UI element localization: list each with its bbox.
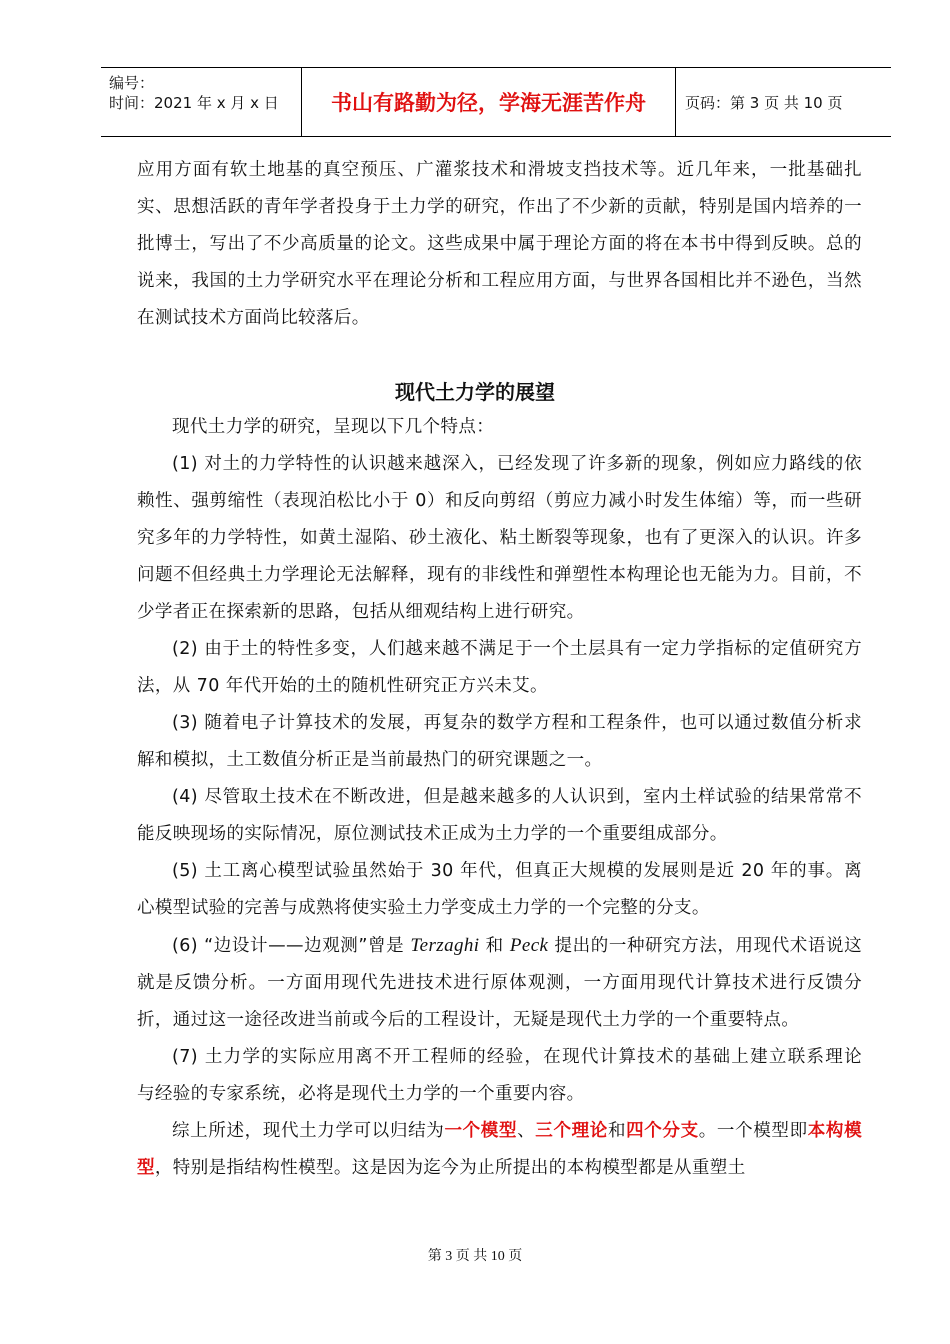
header-motto: 书山有路勤为径，学海无涯苦作舟 <box>302 68 676 136</box>
list-item-6: (6) “边设计——边观测”曾是 Terzaghi 和 Peck 提出的一种研究方法，用现代术语说这就是反馈分析。一方面用现代先进技术进行原体观测，一方面用现代计算技术进行反馈分折，通过这一途径改进当前或今后的工程设计，无疑是现代土力学的一个重要特点。 <box>137 935 863 1030</box>
header-meta <box>101 68 302 136</box>
list-item: (4) 尽管取土技术在不断改进，但是越来越多的人认识到，室内土样试验的结果常常不能反映现场的实际情况，原位测试技术正成为土力学的一个重要组成部分。 <box>137 787 862 844</box>
author-name: Peck <box>509 935 549 956</box>
list-item: (2) 由于土的特性多变，人们越来越不满足于一个土层具有一定力学指标的定值研究方法，从 70 年代开始的土的随机性研究正方兴未艾。 <box>137 639 862 696</box>
time-label: 时间：2021 年 x 月 x 日 <box>109 94 279 112</box>
page-footer: 第 3 页 共 10 页 <box>427 1249 523 1264</box>
lead-paragraph: 现代土力学的研究，呈现以下几个特点： <box>172 417 495 437</box>
summary-paragraph: 综上所述，现代土力学可以归结为一个模型、三个理论和四个分支。一个模型即本构模型，特别是指结构性模型。这是因为迄今为止所提出的本构模型都是从重塑土 <box>137 1121 862 1178</box>
author-name: Terzaghi <box>410 935 480 956</box>
intro-block <box>137 152 862 337</box>
list-item: (7) 土力学的实际应用离不开工程师的经验，在现代计算技术的基础上建立联系理论 与经验的专家系统，必将是现代土力学的一个重要内容。 <box>137 1047 880 1104</box>
list-item: (3) 随着电子计算技术的发展，再复杂的数学方程和工程条件，也可以通过数值分析求解和模拟，土工数值分析正是当前最热门的研究课题之一。 <box>137 713 862 770</box>
highlight-term: 三个理论 <box>535 1121 608 1141</box>
highlight-term: 一个模型 <box>444 1121 518 1141</box>
number-label: 编号： <box>109 74 155 92</box>
list-item: (1) 对土的力学特性的认识越来越深入，已经发现了许多新的现象，例如应力路线的依赖性、强剪缩性（表现泊松比小于 0）和反向剪绍（剪应力减小时发生体缩）等，而一些研究多年的力学特性，如黄土湿陷、砂土液化、粘土断裂等现象，也有了更深入的认识。许多问题不但经典土力学理论无法解释，现有的非线性和弹塑性本构理论也无能为力。目前，不少学者正在探索新的思路，包括从细观结构上进行研究。 <box>137 454 862 622</box>
list-item: (5) 土工离心模型试验虽然始于 30 年代，但真正大规模的发展则是近 20 年的事。离心模型试验的完善与成熟将使实验土力学变成土力学的一个完整的分支。 <box>137 861 862 918</box>
highlight-term: 本构模型 <box>137 1121 862 1178</box>
section-title: 现代土力学的展望 <box>395 380 555 404</box>
header-table <box>101 67 891 137</box>
main-content <box>137 409 880 1187</box>
header-page-label: 页码：第 3 页 共 10 页 <box>685 93 843 112</box>
intro-paragraph: 应用方面有软土地基的真空预压、广灌浆技术和滑坡支挡技术等。近几年来，一批基础扎实、思想活跃的青年学者投身于土力学的研究，作出了不少新的贡献，特别是国内培养的一批博士，写出了不少高质量的论文。这些成果中属于理论方面的将在本书中得到反映。总的说来，我国的土力学研究水平在理论分析和工程应用方面，与世界各国相比并不逊色，当然在测试技术方面尚比较落后。 <box>137 160 862 328</box>
highlight-term: 四个分支 <box>626 1121 699 1141</box>
